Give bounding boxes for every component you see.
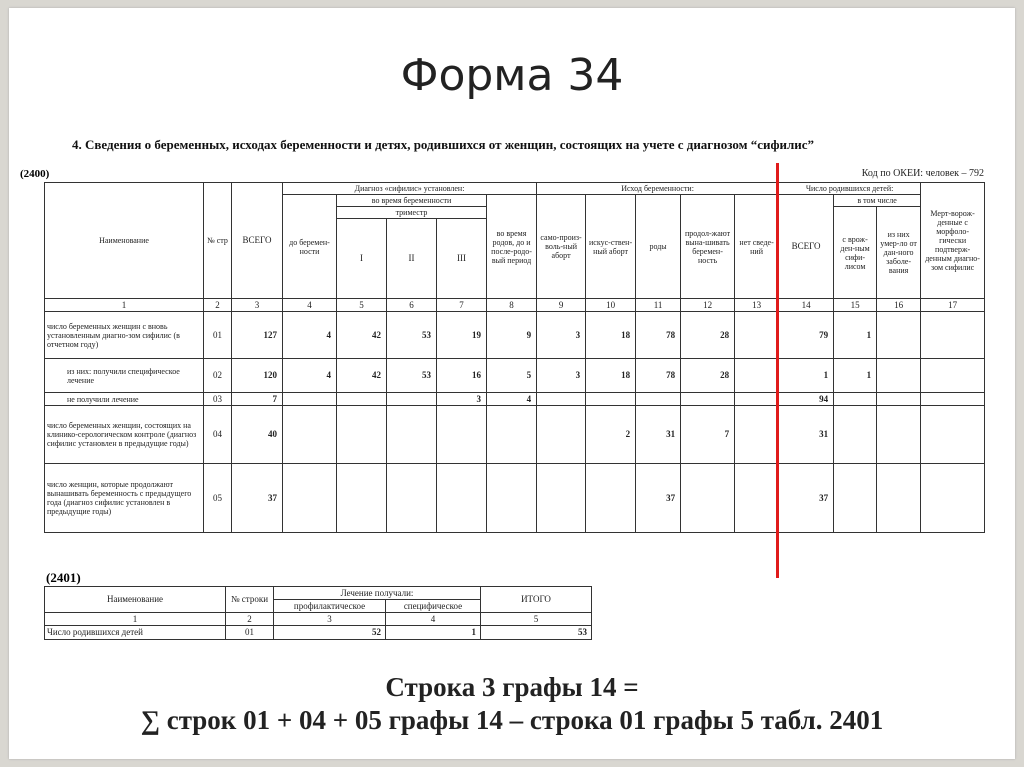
highlight-line (776, 163, 779, 578)
cell-col-11 (636, 393, 681, 406)
cell-col-5 (337, 464, 387, 533)
table-code-2400: (2400) (20, 168, 50, 180)
section-title: 4. Сведения о беременных, исходах беременности и детях, родившихся от женщин, состоящих на учете с диагнозом “сифилис” (72, 137, 815, 152)
column-number: 7 (437, 299, 487, 312)
column-number: 6 (387, 299, 437, 312)
cell-col-5 (337, 406, 387, 464)
formula-line-1: Строка 3 графы 14 = (385, 672, 639, 702)
column-number: 5 (337, 299, 387, 312)
t2401-colnum: 4 (386, 613, 481, 626)
cell-col-14: 1 (779, 359, 834, 393)
column-number: 4 (283, 299, 337, 312)
row-number: 04 (204, 406, 232, 464)
t2401-colnum: 1 (45, 613, 226, 626)
row-number: 02 (204, 359, 232, 393)
cell-col-6 (387, 464, 437, 533)
cell-col-12: 28 (681, 359, 735, 393)
cell-col-8: 5 (487, 359, 537, 393)
cell-col-3: 40 (232, 406, 283, 464)
cell-col-14: 37 (779, 464, 834, 533)
column-number: 2 (204, 299, 232, 312)
column-number: 10 (586, 299, 636, 312)
row-name: число беременных женщин с вновь установленным диагно-зом сифилис (в отчетном году) (45, 312, 204, 359)
formula-line-2: ∑ строк 01 + 04 + 05 графы 14 – строка 01 графы 5 табл. 2401 (140, 705, 884, 735)
t2401-colnum: 5 (481, 613, 592, 626)
cell-col-14: 79 (779, 312, 834, 359)
cell-col-14: 94 (779, 393, 834, 406)
cell-col-10: 18 (586, 312, 636, 359)
slide-title: Форма 34 (400, 50, 624, 101)
row-name: из них: получили специфическое лечение (45, 359, 204, 393)
cell-col-5: 42 (337, 312, 387, 359)
table-row (45, 406, 985, 464)
cell-col-15: 1 (834, 359, 877, 393)
cell-col-4 (283, 464, 337, 533)
cell-col-7 (437, 464, 487, 533)
cell-col-16 (877, 359, 921, 393)
cell-col-3: 120 (232, 359, 283, 393)
header-continuing: продол-жают вына-шивать беремен-ность (681, 195, 735, 299)
column-number: 12 (681, 299, 735, 312)
cell-col-13 (735, 359, 779, 393)
cell-col-6: 53 (387, 312, 437, 359)
header-trimester-3: III (437, 219, 487, 299)
row-name: число женщин, которые продолжают вынашивать беременность с предыдущего года (диагноз сифилис установлен в предыдущие годы) (45, 464, 204, 533)
cell-col-9 (537, 393, 586, 406)
header-trimester-1: I (337, 219, 387, 299)
cell-col-17 (921, 464, 985, 533)
cell-col-16 (877, 393, 921, 406)
t2401-header-name: Наименование (45, 587, 226, 613)
cell-col-11: 37 (636, 464, 681, 533)
column-number-row (45, 299, 985, 312)
header-diagnosis-group: Диагноз «сифилис» установлен: (283, 183, 537, 195)
row-number: 03 (204, 393, 232, 406)
column-number: 17 (921, 299, 985, 312)
cell-col-6 (387, 393, 437, 406)
cell-col-17 (921, 359, 985, 393)
header-during-birth: во время родов, до и после-родо-вый период (487, 195, 537, 299)
cell-col-3: 127 (232, 312, 283, 359)
table-row (45, 464, 985, 533)
cell-col-13 (735, 464, 779, 533)
table-2400 (44, 182, 985, 533)
row-number: 05 (204, 464, 232, 533)
row-name: не получили лечение (45, 393, 204, 406)
column-number: 16 (877, 299, 921, 312)
header-births: роды (636, 195, 681, 299)
cell-col-3: 7 (232, 393, 283, 406)
header-children-total: ВСЕГО (779, 195, 834, 299)
cell-col-15 (834, 464, 877, 533)
header-before-pregnancy: до беремен-ности (283, 195, 337, 299)
cell-col-7 (437, 406, 487, 464)
header-row-no: № стр (204, 183, 232, 299)
cell-col-11: 78 (636, 312, 681, 359)
t2401-header-treatment: Лечение получали: (274, 587, 481, 600)
t2401-prophylactic: 52 (274, 626, 386, 640)
cell-col-9: 3 (537, 312, 586, 359)
t2401-specific: 1 (386, 626, 481, 640)
table-2401 (44, 586, 592, 640)
column-number: 3 (232, 299, 283, 312)
header-congenital: с врож-ден-ным сифи-лисом (834, 207, 877, 299)
row-number: 01 (204, 312, 232, 359)
t2401-header-row-no: № строки (226, 587, 274, 613)
cell-col-7: 19 (437, 312, 487, 359)
cell-col-15 (834, 406, 877, 464)
column-number: 13 (735, 299, 779, 312)
cell-col-10 (586, 464, 636, 533)
header-trimester-2: II (387, 219, 437, 299)
cell-col-17 (921, 406, 985, 464)
cell-col-5: 42 (337, 359, 387, 393)
cell-col-10: 18 (586, 359, 636, 393)
cell-col-9 (537, 406, 586, 464)
t2401-header-specific: специфическое (386, 600, 481, 613)
cell-col-6: 53 (387, 359, 437, 393)
cell-col-15 (834, 393, 877, 406)
header-total: ВСЕГО (232, 183, 283, 299)
header-spontaneous: само-произ-воль-ный аборт (537, 195, 586, 299)
cell-col-4 (283, 393, 337, 406)
header-name: Наименование (45, 183, 204, 299)
cell-col-12 (681, 464, 735, 533)
t2401-row-no: 01 (226, 626, 274, 640)
header-no-data: нет сведе-ний (735, 195, 779, 299)
header-children-group: Число родившихся детей: (779, 183, 921, 195)
table-code-2401: (2401) (46, 570, 81, 585)
cell-col-10: 2 (586, 406, 636, 464)
cell-col-7: 16 (437, 359, 487, 393)
cell-col-5 (337, 393, 387, 406)
cell-col-13 (735, 393, 779, 406)
t2401-row-name: Число родившихся детей (45, 626, 226, 640)
cell-col-16 (877, 406, 921, 464)
header-artificial: искус-ствен-ный аборт (586, 195, 636, 299)
cell-col-8 (487, 464, 537, 533)
cell-col-16 (877, 464, 921, 533)
cell-col-8 (487, 406, 537, 464)
cell-col-9 (537, 464, 586, 533)
t2401-total: 53 (481, 626, 592, 640)
column-number: 9 (537, 299, 586, 312)
cell-col-4: 4 (283, 359, 337, 393)
cell-col-9: 3 (537, 359, 586, 393)
header-trimester: триместр (337, 207, 487, 219)
column-number: 11 (636, 299, 681, 312)
cell-col-13 (735, 406, 779, 464)
row-name: число беременных женщин, состоящих на клинико-серологическом контроле (диагноз сифилис установлен в предыдущие годы) (45, 406, 204, 464)
header-including: в том числе (834, 195, 921, 207)
cell-col-17 (921, 312, 985, 359)
cell-col-11: 78 (636, 359, 681, 393)
cell-col-12 (681, 393, 735, 406)
cell-col-16 (877, 312, 921, 359)
cell-col-14: 31 (779, 406, 834, 464)
header-stillborn: Мерт-ворож-денные с морфоло-гически подтверж-денным диагно-зом сифилис (921, 183, 985, 299)
t2401-colnum: 3 (274, 613, 386, 626)
cell-col-4 (283, 406, 337, 464)
cell-col-17 (921, 393, 985, 406)
cell-col-13 (735, 312, 779, 359)
header-died: из них умер-ло от дан-ного заболе-вания (877, 207, 921, 299)
t2401-header-total: ИТОГО (481, 587, 592, 613)
cell-col-4: 4 (283, 312, 337, 359)
column-number: 8 (487, 299, 537, 312)
column-number: 14 (779, 299, 834, 312)
column-number: 15 (834, 299, 877, 312)
header-outcome-group: Исход беременности: (537, 183, 779, 195)
table-row (45, 626, 592, 640)
cell-col-12: 7 (681, 406, 735, 464)
table-row (45, 359, 985, 393)
cell-col-7: 3 (437, 393, 487, 406)
cell-col-15: 1 (834, 312, 877, 359)
header-during-pregnancy: во время беременности (337, 195, 487, 207)
table-row (45, 393, 985, 406)
cell-col-12: 28 (681, 312, 735, 359)
t2401-header-prophylactic: профилактическое (274, 600, 386, 613)
cell-col-6 (387, 406, 437, 464)
t2401-colnum: 2 (226, 613, 274, 626)
cell-col-8: 9 (487, 312, 537, 359)
cell-col-10 (586, 393, 636, 406)
cell-col-3: 37 (232, 464, 283, 533)
okei-code: Код по ОКЕИ: человек – 792 (861, 168, 984, 179)
table-row (45, 312, 985, 359)
cell-col-8: 4 (487, 393, 537, 406)
cell-col-11: 31 (636, 406, 681, 464)
column-number: 1 (45, 299, 204, 312)
